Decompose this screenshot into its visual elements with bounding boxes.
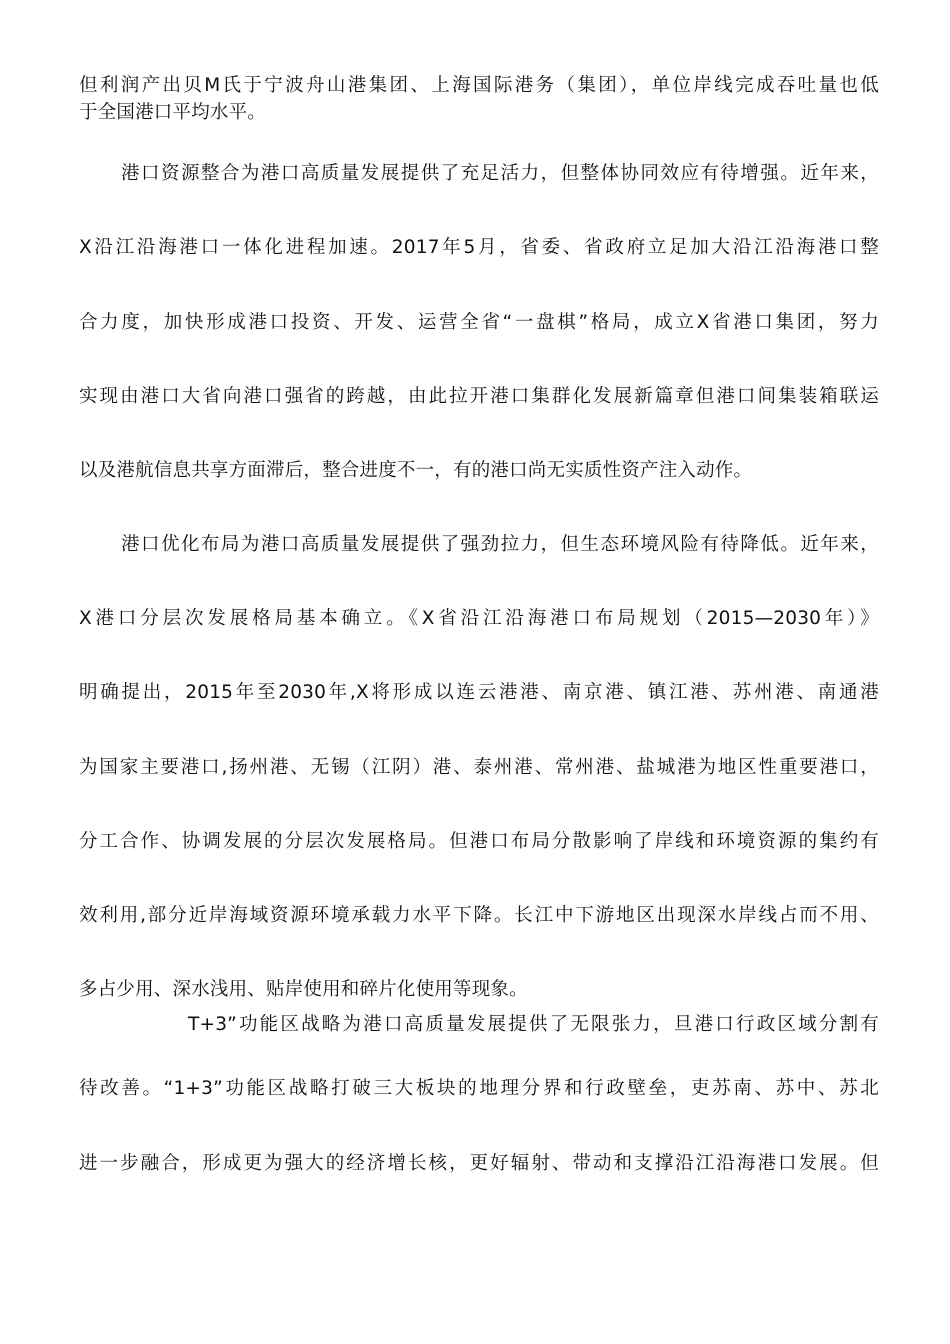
paragraph-line: 但利润产出贝M氏于宁波舟山港集团、上海国际港务（集团），单位岸线完成吞吐量也低 xyxy=(79,75,879,96)
paragraph-line: X沿江沿海港口一体化进程加速。2017年5月，省委、省政府立足加大沿江沿海港口整 xyxy=(79,237,879,258)
paragraph-line: 分工合作、协调发展的分层次发展格局。但港口布局分散影响了岸线和环境资源的集约有 xyxy=(79,831,879,852)
paragraph-line: X港口分层次发展格局基本确立。《X省沿江沿海港口布局规划（2015—2030年）》 xyxy=(79,608,879,629)
paragraph-line: 为国家主要港口,扬州港、无锡（江阴）港、泰州港、常州港、盐城港为地区性重要港口， xyxy=(79,757,879,778)
paragraph-line: 以及港航信息共享方面滞后，整合进度不一，有的港口尚无实质性资产注入动作。 xyxy=(79,460,753,481)
paragraph-line: 明确提出，2015年至2030年,X将形成以连云港港、南京港、镇江港、苏州港、南通港 xyxy=(79,682,879,703)
paragraph-line: 合力度，加快形成港口投资、开发、运营全省“一盘棋”格局，成立X省港口集团，努力 xyxy=(79,312,879,333)
paragraph-line: 实现由港口大省向港口强省的跨越，由此拉开港口集群化发展新篇章但港口间集装箱联运 xyxy=(79,386,879,407)
paragraph-line: 港口资源整合为港口高质量发展提供了充足活力，但整体协同效应有待增强。近年来， xyxy=(121,163,879,184)
paragraph-line: 多占少用、深水浅用、贴岸使用和碎片化使用等现象。 xyxy=(79,979,528,1000)
paragraph-line: 于全国港口平均水平。 xyxy=(79,102,267,123)
paragraph-line: 港口优化布局为港口高质量发展提供了强劲拉力，但生态环境风险有待降低。近年来， xyxy=(121,534,879,555)
paragraph-line: 待改善。“1+3”功能区战略打破三大板块的地理分界和行政壁垒，吏苏南、苏中、苏北 xyxy=(79,1078,879,1099)
paragraph-line: 效利用,部分近岸海域资源环境承载力水平下降。长江中下游地区出现深水岸线占而不用、 xyxy=(79,905,879,926)
paragraph-line: 进一步融合，形成更为强大的经济增长核，更好辐射、带动和支撑沿江沿海港口发展。但 xyxy=(79,1153,879,1174)
paragraph-line: T+3”功能区战略为港口高质量发展提供了无限张力，旦港口行政区域分割有 xyxy=(188,1014,879,1035)
